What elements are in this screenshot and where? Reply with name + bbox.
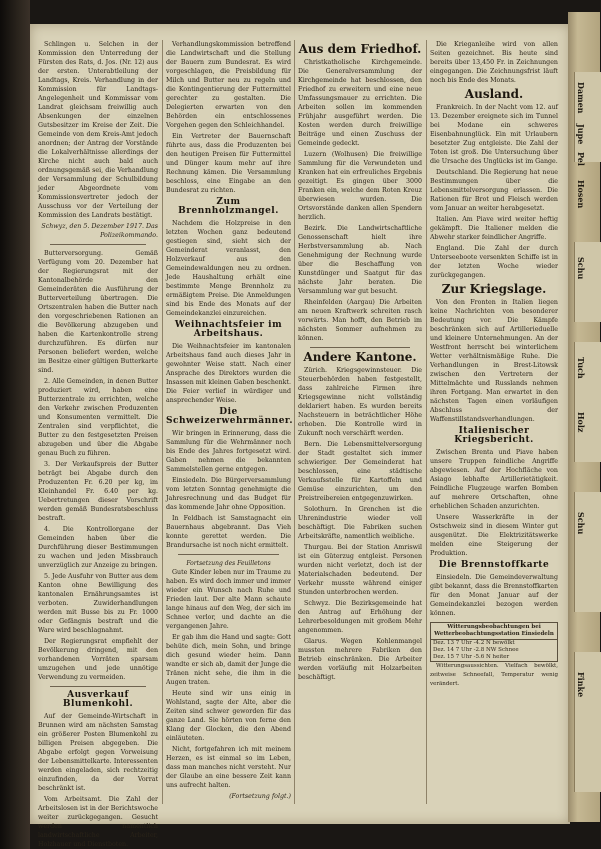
col3-heading1: Aus dem Friedhof. xyxy=(298,42,422,56)
table-row: Dez. 13 7 Uhr -4.2 N bewölkt xyxy=(433,640,515,646)
col1-section2: 2. Alle Gemeinden, in denen Butter produziert wird, haben eine Butterzentrale zu errichten, welche den Verkehr zwischen Produzenten und Konsumenten vermittelt. Die Zentralen sind verpflichtet, die Butter zu den festgesetzten Preisen abzugeben und über die Abgabe genau Buch zu führen. xyxy=(38,378,158,457)
col1-section5: 5. Jede Ausfuhr von Butter aus dem Kanton ohne Bewilligung des kantonalen Ernährungsamtes ist verboten. Zuwiderhandlungen werden mit Busse bis zu Fr. 1000 oder Gefängnis bestraft und die Ware wird beschlagnahmt. xyxy=(38,573,158,634)
col2-section6: In Feldbach ist Samstagnacht ein Bauernhaus abgebrannt. Das Vieh konnte gerettet werden. Die Brandursache ist noch nicht ermittelt. xyxy=(166,515,291,549)
weather-table xyxy=(430,622,558,662)
col3-section9: Schwyz. Die Bezirksgemeinde hat den Antrag auf Erhöhung der Lehrerbesoldungen mit großem Mehr angenommen. xyxy=(298,600,422,634)
column-4 xyxy=(430,40,558,804)
col4-section4: England. Die Zahl der durch Unterseeboote versenkten Schiffe ist in der letzten Woche wieder zurückgegangen. xyxy=(430,245,558,279)
col3-section5: Zürich. Kriegsgewinnsteuer. Die Steuerbehörden haben festgestellt, dass zahlreiche Firmen ihre Kriegsgewinne nicht vollständig deklariert haben. Es wurden bereits Nachsteuern in beträchtlicher Höhe erhoben. Die Kontrolle wird in Zukunft noch verschärft werden. xyxy=(298,367,422,437)
col2-section8: Er gab ihm die Hand und sagte: Gott behüte dich, mein Sohn, und bringe dich gesund wieder heim. Dann wandte er sich ab, damit der Junge die Tränen nicht sehe, die ihm in die Augen traten. xyxy=(166,634,291,686)
ad-box xyxy=(574,492,601,612)
col4-section1: Frankreich. In der Nacht vom 12. auf 13. Dezember ereignete sich im Tunnel bei Modane ein schweres Eisenbahnunglück. Ein mit Urlaubern besetzter Zug entgleiste. Die Zahl der Toten ist groß. Die Untersuchung über die Ursache des Unglücks ist im Gange. xyxy=(430,104,558,165)
divider xyxy=(310,347,410,348)
weather-table-title: Witterungsbeobachtungen bei Wetterbeobachtungsstation Einsiedeln xyxy=(431,623,557,640)
table-row: Dez. 15 7 Uhr -5.6 N heiter xyxy=(433,654,510,660)
ad-label: Holz xyxy=(576,412,586,433)
col2-section9: Heute sind wir uns einig in Wohlstand, sagte der Alte, aber die Zeiten sind schwer geworden für das ganze Land. Sie hörten von ferne den Klang der Glocken, die den Abend einläuteten. xyxy=(166,690,291,742)
column-rule xyxy=(162,40,163,804)
ad-label: Finke xyxy=(576,672,586,698)
col3-heading2: Andere Kantone. xyxy=(303,350,417,364)
divider xyxy=(50,244,146,245)
column-3 xyxy=(298,40,422,804)
col4-heading1: Ausland. xyxy=(464,87,524,101)
col2-section1: Ein Vertreter der Bauernschaft führte aus, dass die Produzenten bei den heutigen Preisen für Futtermittel und Dünger kaum mehr auf ihre Rechnung kämen. Die Versammlung beschloss, eine Eingabe an den Bundesrat zu richten. xyxy=(166,133,291,194)
column-2 xyxy=(166,40,291,804)
ad-label: Schu xyxy=(576,512,586,535)
ad-label: Tuch xyxy=(576,357,586,379)
col4-heading3: Italienischer Kriegsbericht. xyxy=(454,426,534,445)
col1-section7: Auf der Gemeinde-Wirtschaft in Brunnen wird am nächsten Samstag ein größerer Posten Blumenkohl zu billigen Preisen abgegeben. Die Abgabe erfolgt gegen Vorweisung der Lebensmittelkarte. Interessenten werden eingeladen, sich rechtzeitig einzufinden, da der Vorrat beschränkt ist. xyxy=(38,713,158,792)
table-row: Dez. 14 7 Uhr -2.8 NW Schnee xyxy=(433,647,519,653)
col1-section6: Der Regierungsrat empfiehlt der Bevölkerung dringend, mit den vorhandenen Vorräten sparsam umzugehen und jede unnötige Verwendung zu vermeiden. xyxy=(38,638,158,681)
col4-section6: Zwischen Brenta und Piave haben unsere Truppen feindliche Angriffe abgewiesen. Auf der Hochfläche von Asiago lebhafte Artillerietätigkeit. Feindliche Flugzeuge warfen Bomben auf mehrere Ortschaften, ohne erheblichen Schaden anzurichten. xyxy=(430,449,558,510)
col4-top-text: Die Krieganleihe wird von allen Seiten gezeichnet. Bis heute sind bereits über 13,450 Fr. in Zeichnungen eingegangen. Die Zeichnungsfrist läuft noch bis Ende des Monats. xyxy=(430,41,558,84)
ad-label: Hosen xyxy=(576,180,586,209)
ad-label: Schu xyxy=(576,257,586,280)
col2-section5: Einsiedeln. Die Bürgerversammlung vom letzten Sonntag genehmigte die Jahresrechnung und das Budget für das kommende Jahr ohne Opposition. xyxy=(166,477,291,511)
col2-heading3: Die Schweizerwehrmänner. xyxy=(166,407,293,426)
col3-section8: Thurgau. Bei der Station Amriswil ist ein Güterzug entgleist. Personen wurden nicht verletzt, doch ist der Materialschaden bedeutend. Der Verkehr musste während einiger Stunden unterbrochen werden. xyxy=(298,544,422,596)
col3-section4: Rheinfelden (Aargau) Die Arbeiten am neuen Kraftwerk schreiten rasch vorwärts. Man hofft, den Betrieb im nächsten Sommer aufnehmen zu können. xyxy=(298,299,422,342)
ad-label: Pel xyxy=(576,152,586,166)
col2-heading1: Zum Brennholzmangel. xyxy=(178,197,279,216)
col4-heading4: Die Brennstoffkarte xyxy=(438,560,550,570)
newspaper-page xyxy=(30,24,570,848)
divider xyxy=(50,686,146,687)
col2-section7: Gute Kinder leben nur im Traume zu haben. Es wird doch immer und immer wieder ein Wunsch nach Ruhe und Frieden laut. Der alte Mann schaute lange hinaus auf den Weg, der sich im Schnee verlor, und dachte an die vergangenen Jahre. xyxy=(166,569,291,630)
col3-section6: Bern. Die Lebensmittelversorgung der Stadt gestaltet sich immer schwieriger. Der Gemeinderat hat beschlossen, eine städtische Verkaufsstelle für Kartoffeln und Gemüse einzurichten, um den Preistreibereien entgegenzuwirken. xyxy=(298,441,422,502)
column-1 xyxy=(38,40,158,848)
col1-section3: 3. Der Verkaufspreis der Butter beträgt bei Abgabe durch den Produzenten Fr. 6.20 per kg, im Kleinhandel Fr. 6.40 per kg. Uebertretungen dieser Vorschrift werden gemäß Bundesratsbeschluss bestraft. xyxy=(38,461,158,522)
column-rule xyxy=(294,40,295,804)
col1-section8: Vom Arbeitsamt. Die Zahl der Arbeitslosen ist in der Berichtswoche weiter zurückgegangen. Gesucht werden namentlich landwirtschaftliche Arbeiter, Holzhauer und Dienstboten. xyxy=(38,796,158,848)
col2-section10: Nicht, fortgefahren ich mit meinem Herzen, es ist einmal so im Leben, dass man manches nicht versteht. Nur der Glaube an eine bessere Zeit kann uns aufrecht halten. xyxy=(166,746,291,789)
col3-section1: Christkatholische Kirchgemeinde. Die Generalversammlung der Kirchgemeinde hat beschlossen, den Friedhof zu erweitern und eine neue Umfassungsmauer zu errichten. Die Arbeiten sollen im kommenden Frühjahr ausgeführt werden. Die Kosten werden durch freiwillige Beiträge und einen Zuschuss der Gemeinde gedeckt. xyxy=(298,59,422,147)
col3-section7: Solothurn. In Grenchen ist die Uhrenindustrie wieder voll beschäftigt. Die Fabriken suchen Arbeitskräfte, namentlich weibliche. xyxy=(298,506,422,540)
col4-section3: Italien. Am Piave wird weiter heftig gekämpft. Die Italiener melden die Abwehr starker feindlicher Angriffe. xyxy=(430,216,558,241)
col2-top-text: Verhandlungskommission betreffend die Landwirtschaft und die Stellung der Bauern zum Bundesrat. Es wird vorgeschlagen, die Preisbildung für Milch und Butter neu zu regeln und die Kontingentierung der Futtermittel gerechter zu gestalten. Die Delegierten erwarten von den Behörden ein entschlossenes Vorgehen gegen den Schleichhandel. xyxy=(166,41,291,129)
col1-section4: 4. Die Kontrollorgane der Gemeinden haben über die Durchführung dieser Bestimmungen zu wachen und jeden Missbrauch unverzüglich zur Anzeige zu bringen. xyxy=(38,526,158,569)
col4-section2: Deutschland. Die Regierung hat neue Bestimmungen über die Lebensmittelversorgung erlassen. Die Rationen für Brot und Fleisch werden vom Januar an weiter herabgesetzt. xyxy=(430,169,558,212)
ad-box xyxy=(574,242,601,322)
col2-continued: (Fortsetzung folgt.) xyxy=(229,793,291,800)
col2-section4: Wir bringen in Erinnerung, dass die Sammlung für die Wehrmänner noch bis Ende des Jahres fortgesetzt wird. Gaben nehmen die bekannten Sammelstellen gerne entgegen. xyxy=(166,430,291,473)
adjacent-page-edge xyxy=(568,12,600,822)
col3-section3: Bezirk. Die Landwirtschaftliche Genossenschaft hielt ihre Herbstversammlung ab. Nach Genehmigung der Rechnung wurde über die Beschaffung von Kunstdünger und Saatgut für das nächste Jahr beraten. Die Versammlung war gut besucht. xyxy=(298,225,422,295)
col1-section1: Butterversorgung. Gemäß Verfügung vom 20. Dezember hat der Regierungsrat mit der Kantonalbehörde den Gemeinderäten die Ausführung der Butterverteilung übertragen. Die Ortszentralen haben die Butter nach den vorgeschriebenen Rationen an die Bevölkerung abzugeben und haben die Kartenkontrolle streng durchzuführen. Es dürfen nur Personen beliefert werden, welche im Besitze einer gültigen Butterkarte sind. xyxy=(38,250,158,374)
col4-bottom-note: Witterungsaussichten. Vielfach bewölkt, zeitweise Schneefall, Temperatur wenig verändert. xyxy=(430,663,558,687)
col1-top-text: Schlingen u. Selchen in der Kommission den Unterredung der Fürsten des Rats, d. Jos. (Nr. 12) aus der ersten. Unterabtleilung der Landtags, Kreis. Verhandlung in der Kommission für Landtags-Angelegenheit und Kommissar vom Landrat gleichsam freiwillig auch Absenkungen der einzelnen Gutsbesitzer im Kreise der Zeit. Die Gemeinde von dem Kreis-Amt jedoch anordnen; der Antrag der Vorstände die Lokalverhältnisse allerdings der Kirche nicht auch bald auch ordnungsgemäß sei, die Verhandlung der Versammlung der Schulbildung jeder Abgeordnete vom Kommissionsvertreter jedoch der Ausschuss vor der Verteilung der Kommission des Landrats bestätigt. xyxy=(38,41,158,219)
col4-section7: Unsere Wasserkräfte in der Ostschweiz sind in diesem Winter gut ausgenützt. Die Elektrizitätswerke melden eine Steigerung der Produktion. xyxy=(430,514,558,557)
col2-divider-text: Fortsetzung des Feuilletons xyxy=(186,560,271,567)
col3-section10: Glarus. Wegen Kohlenmangel mussten mehrere Fabriken den Betrieb einschränken. Die Arbeiter werden vorläufig mit Holzarbeiten beschäftigt. xyxy=(298,638,422,681)
ad-label: Jupe xyxy=(576,124,586,145)
col4-heading2: Zur Kriegslage. xyxy=(441,282,547,296)
column-rule xyxy=(426,40,427,804)
col4-section8: Einsiedeln. Die Gemeindeverwaltung gibt bekannt, dass die Brennstoffkarten für den Monat Januar auf der Gemeindekanzlei bezogen werden können. xyxy=(430,574,558,617)
col3-section2: Luzern (Wolhusen) Die freiwillige Sammlung für die Verwundeten und Kranken hat ein erfreuliches Ergebnis gezeitigt. Es gingen über 3000 Franken ein, welche dem Roten Kreuz überwiesen wurden. Die Ortsvorstände danken allen Spendern herzlich. xyxy=(298,151,422,221)
col4-section5: Von den Fronten in Italien liegen keine Nachrichten von besonderer Bedeutung vor. Die Kämpfe beschränken sich auf Artillerieduelle und kleinere Unternehmungen. An der Westfront herrscht bei winterlichem Wetter verhältnismäßige Ruhe. Die Verhandlungen in Brest-Litowsk zwischen den Vertretern der Mittelmächte und Russlands nehmen ihren Fortgang. Man erwartet in den nächsten Tagen einen vorläufigen Abschluss der Waffenstillstandsverhandlungen. xyxy=(430,299,558,423)
col1-heading-market: Ausverkauf Blumenkohl. xyxy=(62,690,134,709)
col2-section2: Nachdem die Holzpreise in den letzten Wochen ganz bedeutend gestiegen sind, sieht sich der Gemeinderat veranlasst, den Holzverkauf aus den Gemeindewaldungen neu zu ordnen. Jede Haushaltung erhält eine bestimmte Menge Brennholz zu ermäßigtem Preise. Die Anmeldungen sind bis Ende des Monats auf der Gemeindekanzlei einzureichen. xyxy=(166,220,291,317)
col1-date-line: Schwyz, den 5. Dezember 1917. Das Polizeikommando. xyxy=(41,223,158,239)
col2-section3: Die Weihnachtsfeier im kantonalen Arbeitshaus fand auch dieses Jahr in gewohnter Weise statt. Nach einer Ansprache des Direktors wurden die Insassen mit kleinen Gaben beschenkt. Die Feier verlief in würdiger und ansprechender Weise. xyxy=(166,343,291,404)
book-binding xyxy=(0,0,30,849)
divider xyxy=(178,554,279,555)
col2-heading2: Weihnachtsfeier im Arbeitshaus. xyxy=(174,320,283,339)
ad-label: Damen xyxy=(576,82,586,114)
